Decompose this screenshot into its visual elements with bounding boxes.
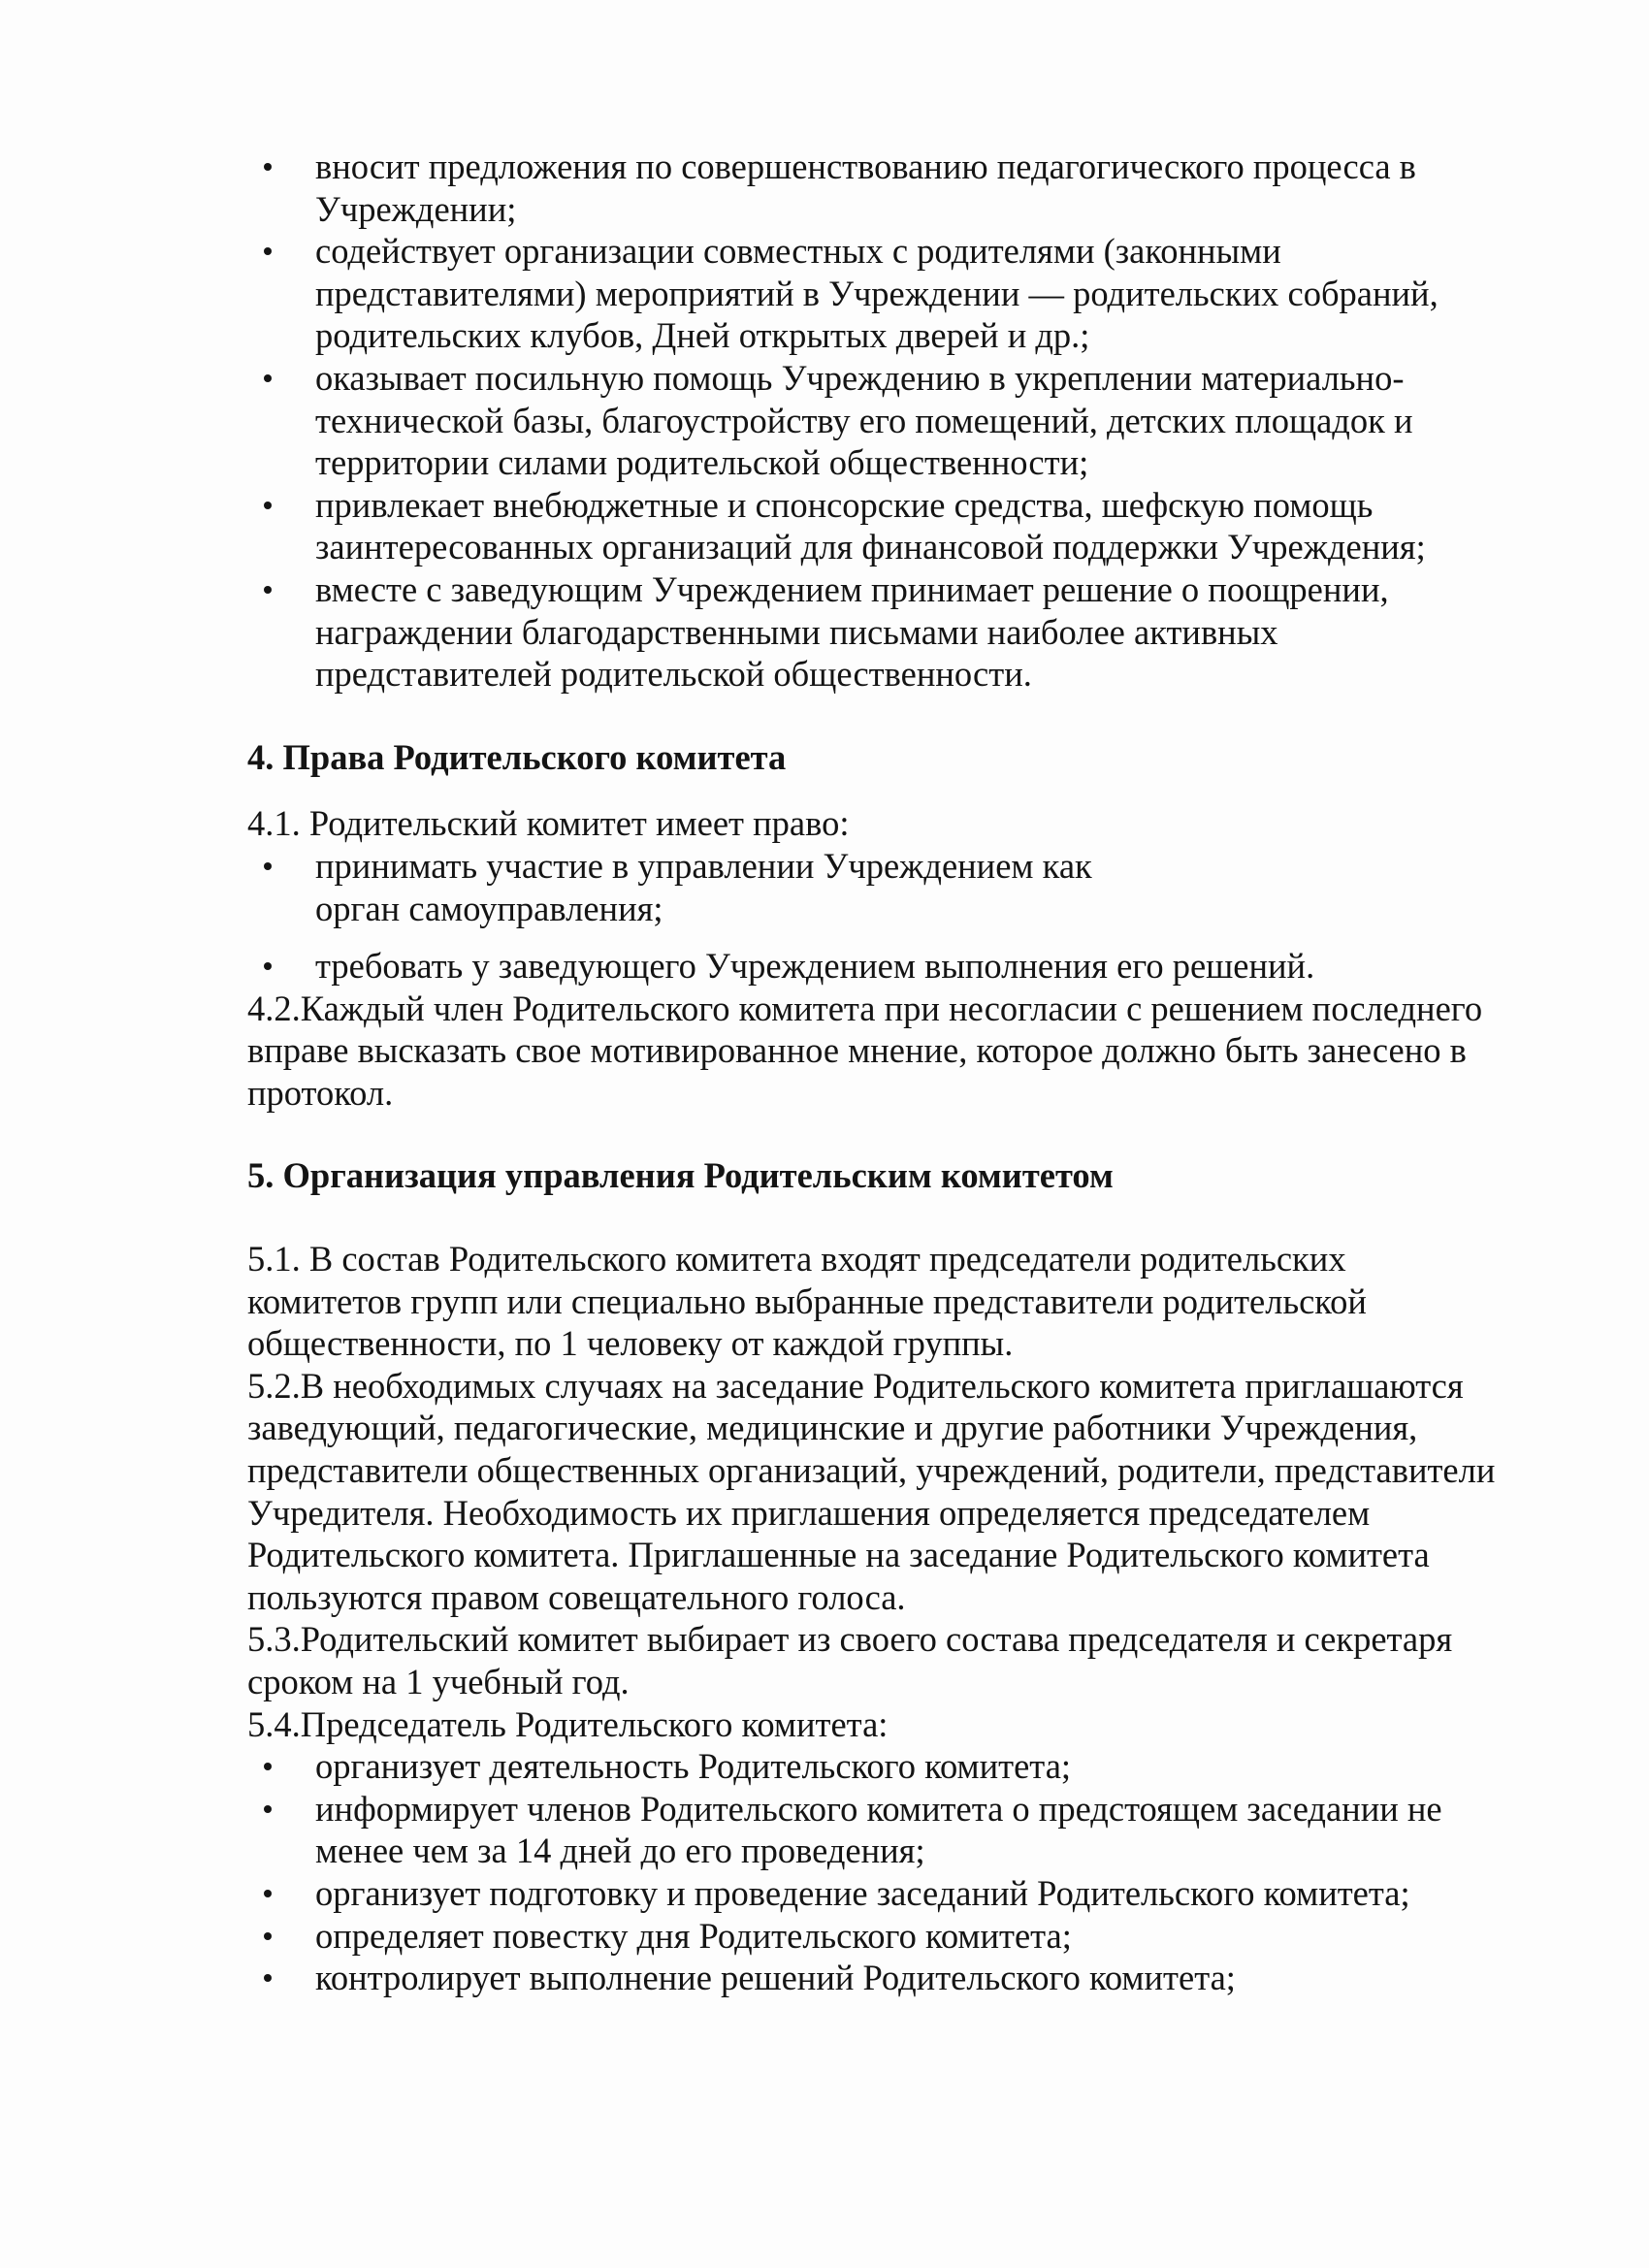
- list-item: оказывает посильную помощь Учреждению в укреплении материально-технической базы, благоустройству его помещений, детских площадок и территории силами родительской общественности;: [247, 357, 1508, 484]
- list-item: контролирует выполнение решений Родительского комитета;: [247, 1957, 1508, 1999]
- list-item: привлекает внебюджетные и спонсорские средства, шефскую помощь заинтересованных организаций для финансовой поддержки Учреждения;: [247, 484, 1508, 568]
- section-5-heading: 5. Организация управления Родительским комитетом: [247, 1155, 1114, 1196]
- chair-duties-list: [247, 1745, 1508, 1999]
- rights-list: [247, 845, 1508, 988]
- list-item: определяет повестку дня Родительского комитета;: [247, 1915, 1508, 1958]
- clause-5-4: 5.4.Председатель Родительского комитета:: [247, 1703, 889, 1744]
- document-body: [247, 146, 1508, 1999]
- clause-4-1: 4.1. Родительский комитет имеет право:: [247, 803, 850, 844]
- clause-5-2: 5.2.В необходимых случаях на заседание Родительского комитета приглашаются заведующий, педагогические, медицинские и другие работники Учреждения, представители общественных организаций, учреждений, родители, представители Учредителя. Необходимость их приглашения определяется председателем Родительского комитета. Приглашенные на заседание Родительского комитета пользуются правом совещательного голоса.: [247, 1365, 1496, 1617]
- clause-5-1: 5.1. В состав Родительского комитета входят председатели родительских комитетов групп или специально выбранные представители родительской общественности, по 1 человеку от каждой группы.: [247, 1239, 1367, 1364]
- list-item: вносит предложения по совершенствованию педагогического процесса в Учреждении;: [247, 146, 1508, 230]
- list-item: информирует членов Родительского комитета о предстоящем заседании не менее чем за 14 дней до его проведения;: [247, 1788, 1508, 1872]
- list-item: требовать у заведующего Учреждением выполнения его решений.: [247, 945, 1508, 988]
- section-4-heading: 4. Права Родительского комитета: [247, 736, 787, 777]
- clause-4-2: 4.2.Каждый член Родительского комитета при несогласии с решением последнего вправе высказать свое мотивированное мнение, которое должно быть занесено в протокол.: [247, 988, 1483, 1113]
- list-item: вместе с заведующим Учреждением принимает решение о поощрении, награждении благодарственными письмами наиболее активных представителей родительской общественности.: [247, 568, 1508, 696]
- clause-5-3: 5.3.Родительский комитет выбирает из своего состава председателя и секретаря сроком на 1 учебный год.: [247, 1619, 1453, 1701]
- section3-list: [247, 146, 1508, 696]
- list-item: организует деятельность Родительского комитета;: [247, 1745, 1508, 1788]
- list-item: организует подготовку и проведение заседаний Родительского комитета;: [247, 1872, 1508, 1915]
- list-item: принимать участие в управлении Учреждением как орган самоуправления;: [247, 845, 1508, 929]
- list-item: содействует организации совместных с родителями (законными представителями) мероприятий в Учреждении — родительских собраний, родительских клубов, Дней открытых дверей и др.;: [247, 230, 1508, 357]
